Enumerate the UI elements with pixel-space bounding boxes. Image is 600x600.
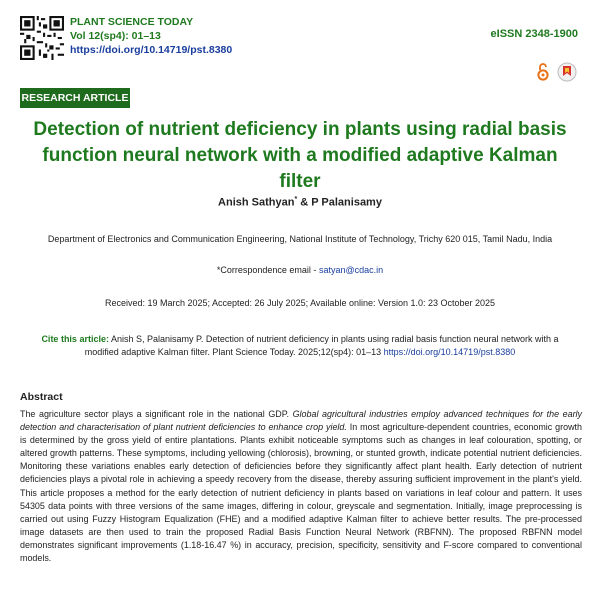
author-2[interactable]: & P Palanisamy [297,196,382,209]
author-1[interactable]: Anish Sathyan [218,196,295,209]
cite-this-article [25,333,575,359]
article-type-banner: RESEARCH ARTICLE [20,88,130,108]
correspondence [0,265,600,275]
crossmark-icon[interactable] [557,62,577,82]
correspondence-email[interactable]: satyan@cdac.in [318,265,384,275]
corresponding-marker: * [294,196,298,203]
article-header [0,0,600,90]
abstract-body [20,408,582,565]
cite-doi-link[interactable]: https://doi.org/10.14719/pst.8380 [383,347,516,357]
eissn: eISSN 2348-1900 [490,28,578,40]
journal-info [70,15,232,57]
abstract-text-1: The agriculture sector plays a significant role in the national GDP. [20,409,293,419]
abstract-text-italic: Global agricultural industries employ advanced techniques for the early detection and characterisation of plant nutrient deficiencies to enhance crop yield. [20,409,582,433]
journal-name: PLANT SCIENCE TODAY [70,16,194,28]
open-access-icon[interactable] [537,62,549,82]
cite-label: Cite this article: [41,334,109,344]
journal-volume: Vol 12(sp4): 01–13 [70,30,161,42]
received-dates: Received: 19 March 2025; Accepted: 26 July 2025; Available online: Version 1.0: 23 October 2025 [104,298,496,308]
correspondence-label: *Correspondence email - [216,265,319,275]
doi-link[interactable]: https://doi.org/10.14719/pst.8380 [70,44,233,56]
article-title: Detection of nutrient deficiency in plants using radial basis function neural network with a modified adaptive Kalman filter [33,119,567,192]
abstract-heading: Abstract [20,391,63,403]
abstract-text-2: In most agriculture-dependent countries, economic growth is determined by the gross yield of entire plantations. Plants exhibit noticeable symptoms such as changes in leaf colouration, spotting, or altered growth patterns. These symptoms, including yellowing (chlorosis), browning, or stunted growth, indicate potential nutrient deficiencies. Monitoring these variations enables early detection of deficiencies before they significantly affect plant health. Early detection of nutrient deficiencies plays a pivotal role in achieving a speedy recovery from the disease, thereby assuring sufficient improvement in the plant's yield. This article proposes a method for the early detection of nutrient deficiency in plants based on variations in leaf colour and pattern. It uses 54305 data points with three versions of the same images, differing in colour, greyscale and segmentation. Initially, image preprocessing is carried out using Fuzzy Histogram Equalization (FHE) and a modified adaptive Kalman filter to achieve better results. The pre-processed image datasets are then used to train the proposed Radial Basis Function Neural Network (RBFNN). The proposed RBFNN model demonstrates significant improvements (1.18-16.47 %) in accuracy, precision, specificity, sensitivity and F-score compared to conventional models. [20,422,582,564]
authors-line [0,196,600,209]
qr-code-icon[interactable] [20,16,64,60]
affiliation: Department of Electronics and Communication Engineering, National Institute of Technology, Trichy 620 015, Tamil Nadu, India [47,234,553,244]
cite-text: Anish S, Palanisamy P. Detection of nutrient deficiency in plants using radial basis function neural network with a modified adaptive Kalman filter. Plant Science Today. 2025;12(sp4): 01–13 [84,334,559,357]
